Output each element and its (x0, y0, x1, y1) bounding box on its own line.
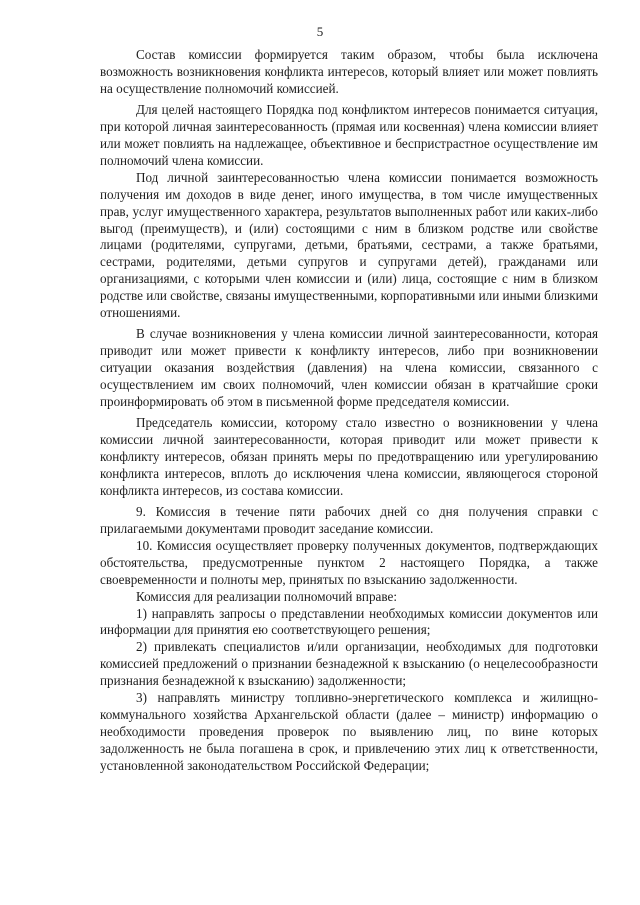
paragraph: Под личной заинтересованностью члена комиссии понимается возможность получения им доходов в виде денег, иного имущества, в том числе имущественных прав, услуг имущественного характера, результатов выполненных работ или каких-либо выгод (преимуществ), и (или) состоящими с ним в близком родстве или свойстве лицами (родителями, супругами, детьми, братьями, сестрами, а также братьями, сестрами, родителями, детьми супругов и супругами детей), гражданами или организациями, с которыми член комиссии и (или) лица, состоящие с ним в близком родстве или свойстве, связаны имущественными, корпоративными или иными близкими отношениями. (100, 169, 598, 321)
paragraph: Состав комиссии формируется таким образом, чтобы была исключена возможность возникновения конфликта интересов, который влияет или может повлиять на осуществление полномочий комиссией. (100, 47, 598, 96)
paragraph: В случае возникновения у члена комиссии личной заинтересованности, которая приводит или может привести к конфликту интересов, либо при возникновении ситуации оказания воздействия (давления) на члена комиссии, связанного с осуществлением им своих полномочий, член комиссии обязан в кратчайшие сроки проинформировать об этом в письменной форме председателя комиссии. (100, 326, 598, 410)
page-number: 5 (316, 24, 324, 39)
paragraph: 9. Комиссия в течение пяти рабочих дней со дня получения справки с прилагаемыми документами проводит заседание комиссии. (100, 503, 598, 536)
list-item: 2) привлекать специалистов и/или организации, необходимых для подготовки комиссией предложений о признании безнадежной к взысканию (о нецелесообразности признания безнадежной к взысканию) задолженности; (100, 639, 598, 689)
list-item: 1) направлять запросы о представлении необходимых комиссии документов или информации для принятия ею соответствующего решения; (100, 605, 598, 638)
paragraph: 10. Комиссия осуществляет проверку полученных документов, подтверждающих обстоятельства, предусмотренные пунктом 2 настоящего Порядка, а также своевременности и полноты мер, принятых по взысканию задолженности. (100, 537, 598, 587)
paragraph: Для целей настоящего Порядка под конфликтом интересов понимается ситуация, при которой личная заинтересованность (прямая или косвенная) члена комиссии влияет или может повлиять на надлежащее, объективное и беспристрастное осуществление им полномочий члена комиссии. (100, 101, 598, 168)
paragraph: Председатель комиссии, которому стало известно о возникновении у члена комиссии личной заинтересованности, которая приводит или может привести к конфликту интересов, обязан принять меры по предотвращению или урегулированию конфликта интересов, вплоть до исключения члена комиссии, являющегося стороной конфликта интересов, из состава комиссии. (100, 415, 598, 498)
paragraph: Комиссия для реализации полномочий вправе: (136, 588, 397, 604)
list-item: 3) направлять министру топливно-энергетического комплекса и жилищно-коммунального хозяйства Архангельской области (далее – министр) информацию о необходимости проведения проверок по выявлению лиц, по вине которых задолженность не была погашена в срок, и привлечению этих лиц к ответственности, установленной законодательством Российской Федерации; (100, 690, 598, 774)
document-body (100, 47, 598, 775)
